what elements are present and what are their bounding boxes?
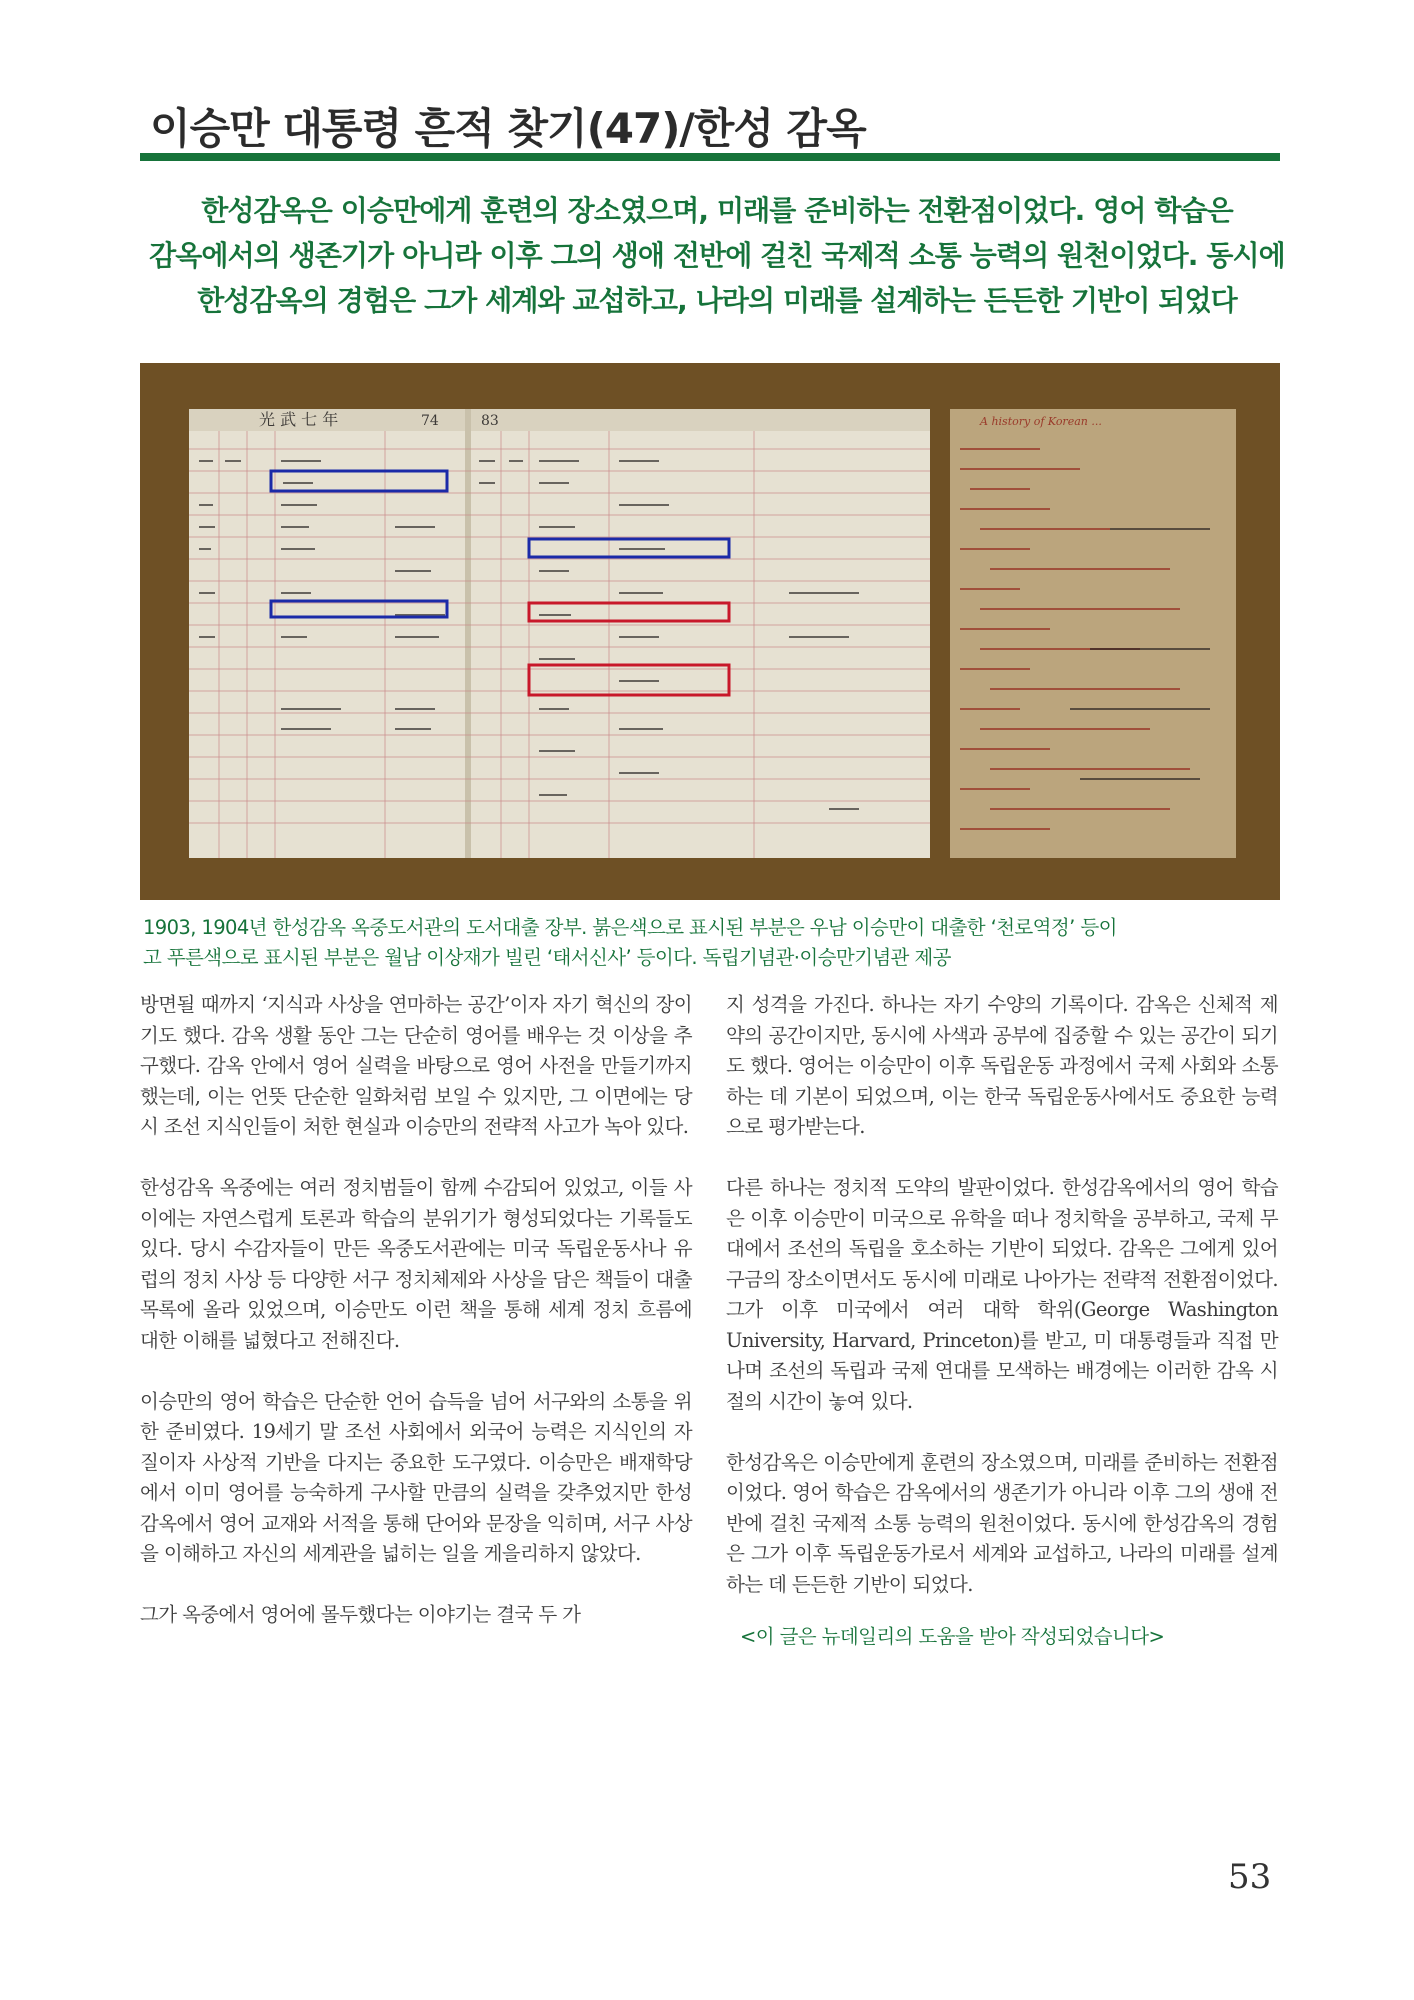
- right-column: [726, 990, 1278, 1652]
- lead-paragraph: [132, 188, 1302, 323]
- lead-line: 감옥에서의 생존기가 아니라 이후 그의 생애 전반에 걸친 국제적 소통 능력의 원천이었다. 동시에: [149, 239, 1285, 272]
- ledger-header-left: 光 武 七 年: [259, 410, 339, 429]
- photo-caption: [143, 913, 1283, 973]
- body-paragraph: 이승만의 영어 학습은 단순한 언어 습득을 넘어 서구와의 소통을 위한 준비였다. 19세기 말 조선 사회에서 외국어 능력은 지식인의 자질이자 사상적 기반을 다지는 중요한 도구였다. 이승만은 배재학당에서 이미 영어를 능숙하게 구사할 만큼의 실력을 갖추었지만 한성감옥에서 영어 교재와 서적을 통해 단어와 문장을 익히며, 서구 사상을 이해하고 자신의 세계관을 넓히는 일을 게을리하지 않았다.: [140, 1389, 692, 1565]
- ledger-photo: [189, 409, 930, 858]
- page-title: 이승만 대통령 흔적 찾기(47)/한성 감옥: [150, 104, 866, 153]
- body-paragraph: 다른 하나는 정치적 도약의 발판이었다. 한성감옥에서의 영어 학습은 이후 이승만이 미국으로 유학을 떠나 정치학을 공부하고, 국제 무대에서 조선의 독립을 호소하는 기반이 되었다. 감옥은 그에게 있어 구금의 장소이면서도 동시에 미래로 나아가는 전략적 전환점이었다. 그가 이후 미국에서 여러 대학 학위(George Washington University, Harvard, Princeton)를 받고, 미 대통령들과 직접 만나며 조선의 독립과 국제 연대를 모색하는 배경에는 이러한 감옥 시절의 시간이 놓여 있다.: [726, 1176, 1278, 1413]
- prison-record-photo: [950, 409, 1236, 858]
- body-paragraph: 그가 옥중에서 영어에 몰두했다는 이야기는 결국 두 가: [140, 1603, 581, 1626]
- body-paragraph: 방면될 때까지 ‘지식과 사상을 연마하는 공간’이자 자기 혁신의 장이기도 했다. 감옥 생활 동안 그는 단순히 영어를 배우는 것 이상을 추구했다. 감옥 안에서 영어 실력을 바탕으로 영어 사전을 만들기까지 했는데, 이는 언뜻 단순한 일화처럼 보일 수 있지만, 그 이면에는 당시 조선 지식인들이 처한 현실과 이승만의 전략적 사고가 녹아 있다.: [140, 993, 692, 1138]
- source-note: <이 글은 뉴데일리의 도움을 받아 작성되었습니다>: [740, 1625, 1165, 1648]
- caption-line: 1903, 1904년 한성감옥 옥중도서관의 도서대출 장부. 붉은색으로 표시된 부분은 우남 이승만이 대출한 ‘천로역정’ 등이: [143, 916, 1117, 939]
- ledger-page-number-b: 83: [481, 413, 499, 429]
- lead-line: 한성감옥은 이승만에게 훈련의 장소였으며, 미래를 준비하는 전환점이었다. 영어 학습은: [201, 194, 1233, 227]
- lead-line: 한성감옥의 경험은 그가 세계와 교섭하고, 나라의 미래를 설계하는 든든한 기반이 되었다: [197, 284, 1237, 317]
- ledger-page-number-a: 74: [421, 413, 439, 429]
- ledger-illustration: [189, 409, 930, 858]
- body-paragraph: 지 성격을 가진다. 하나는 자기 수양의 기록이다. 감옥은 신체적 제약의 공간이지만, 동시에 사색과 공부에 집중할 수 있는 공간이 되기도 했다. 영어는 이승만이 이후 독립운동 과정에서 국제 사회와 소통하는 데 기본이 되었으며, 이는 한국 독립운동사에서도 중요한 능력으로 평가받는다.: [726, 993, 1278, 1138]
- title-divider: [140, 153, 1280, 161]
- body-paragraph: 한성감옥은 이승만에게 훈련의 장소였으며, 미래를 준비하는 전환점이었다. 영어 학습은 감옥에서의 생존기가 아니라 이후 그의 생애 전반에 걸친 국제적 소통 능력의 원천이었다. 동시에 한성감옥의 경험은 그가 이후 독립운동가로서 세계와 교섭하고, 나라의 미래를 설계하는 데 든든한 기반이 되었다.: [726, 1450, 1278, 1596]
- body-paragraph: 한성감옥 옥중에는 여러 정치범들이 함께 수감되어 있었고, 이들 사이에는 자연스럽게 토론과 학습의 분위기가 형성되었다는 기록들도 있다. 당시 수감자들이 만든 옥중도서관에는 미국 독립운동사나 유럽의 정치 사상 등 다양한 서구 정치체제와 사상을 담은 책들이 대출 목록에 올라 있었으며, 이승만도 이런 책을 통해 세계 정치 흐름에 대한 이해를 넓혔다고 전해진다.: [140, 1176, 692, 1352]
- left-column: [140, 990, 692, 1661]
- caption-line: 고 푸른색으로 표시된 부분은 월남 이상재가 빌린 ‘태서신사’ 등이다. 독립기념관·이승만기념관 제공: [143, 946, 951, 969]
- prison-record-illustration: [950, 409, 1236, 858]
- record-header: A history of Korean ...: [980, 415, 1102, 428]
- photo-frame: [140, 363, 1280, 900]
- page-number: 53: [1228, 1857, 1272, 1897]
